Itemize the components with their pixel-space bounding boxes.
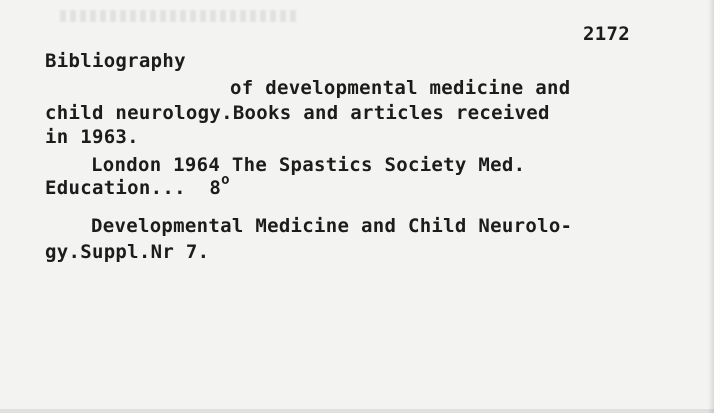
- card-edge-shadow: [708, 0, 714, 413]
- card-bottom-edge: [0, 409, 714, 413]
- title-line-3: in 1963.: [45, 126, 139, 148]
- card-number: 2172: [583, 23, 630, 45]
- imprint-format: Education... 8: [45, 177, 222, 199]
- ghost-text-shadow: [60, 10, 300, 22]
- format-superscript: o: [221, 172, 230, 188]
- title-line-1: of developmental medicine and: [230, 77, 571, 99]
- series-line-2: gy.Suppl.Nr 7.: [45, 241, 210, 263]
- series-line-1: Developmental Medicine and Child Neurolo-: [91, 215, 573, 237]
- imprint-line-1: London 1964 The Spastics Society Med.: [91, 154, 526, 176]
- heading: Bibliography: [45, 50, 186, 72]
- imprint-line-2: [45, 172, 230, 202]
- title-line-2: child neurology.Books and articles received: [45, 102, 550, 124]
